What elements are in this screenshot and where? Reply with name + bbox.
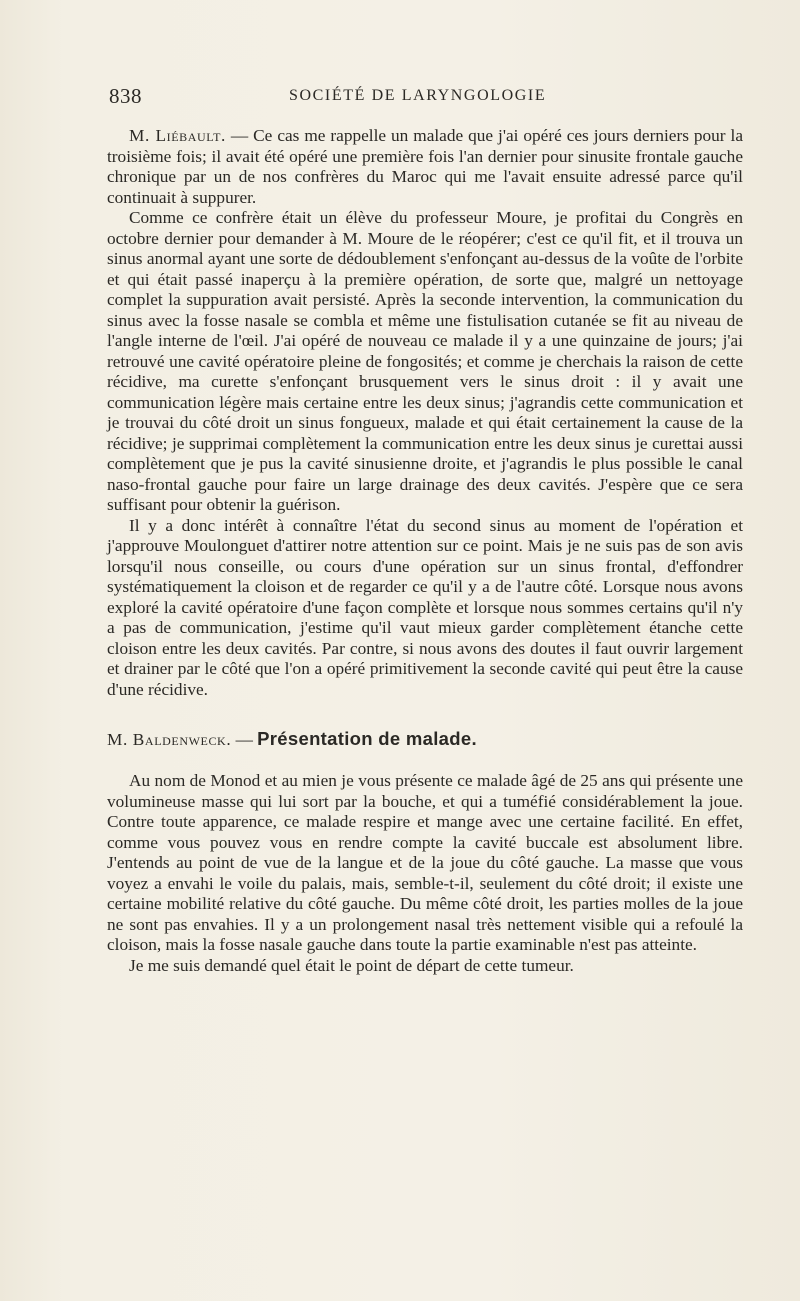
section-heading [107, 728, 743, 751]
paragraph-text: — Ce cas me rappelle un malade que j'ai opéré ces jours derniers pour la troisième fois; il avait été opéré une première fois l'an dernier pour sinusite frontale gauche chronique par un de nos confrères du Maroc qui me l'avait ensuite adressé parce qu'il continuait à suppurer. [107, 126, 743, 207]
speaker-name: M. Baldenweck. [107, 730, 232, 749]
heading-dash: — [231, 730, 258, 749]
paragraph-baldenweck-2: Je me suis demandé quel était le point de départ de cette tumeur. [129, 955, 574, 975]
paragraph-lieabult-3: Il y a donc intérêt à connaître l'état du second sinus au moment de l'opération et j'approuve Moulonguet d'attirer notre attention sur ce point. Mais je ne suis pas de son avis lorsqu'il nous conseille, ou cours d'une opération sur un sinus frontal, d'effondrer systématiquement la cloison et de regarder ce qu'il y a de l'autre côté. Lorsque nous avons exploré la cavité opératoire d'une façon complète et lorsque nous sommes certains qu'il n'y a pas de communication, j'estime qu'il vaut mieux garder complètement étanche cette cloison entre les deux cavités. Par contre, si nous avons des doutes il faut ouvrir largement et drainer par le côté que l'on a opéré primitivement la seconde cavité qui peut être la cause d'une récidive. [107, 515, 743, 699]
paragraph-baldenweck-1: Au nom de Monod et au mien je vous présente ce malade âgé de 25 ans qui présente une volumineuse masse qui lui sort par la bouche, et qui a tuméfié considérablement la joue. Contre toute apparence, ce malade respire et mange avec une certaine facilité. En effet, comme vous pouvez vous en rendre compte la cavité buccale est absolument libre. J'entends au point de vue de la langue et de la joue du côté gauche. La masse que vous voyez a envahi le voile du palais, mais, semble-t-il, seulement du côté droit; il existe une certaine mobilité relative du côté gauche. Du même côté droit, les parties molles de la joue ne sont pas envahies. Il y a un prolongement nasal très nettement visible qui a refoulé la cloison, mais la fosse nasale gauche dans toute la partie examinable n'est pas atteinte. [107, 771, 743, 954]
body-text [107, 126, 743, 976]
section-title: Présentation de malade. [257, 728, 477, 749]
page-number: 838 [109, 84, 142, 108]
page-header [109, 84, 742, 110]
paragraph-lieabult-1 [107, 126, 743, 208]
speaker-name: M. Liébault. [129, 126, 226, 145]
paragraph-lieabult-2: Comme ce confrère était un élève du professeur Moure, je profitai du Congrès en octobre dernier pour demander à M. Moure de le réopérer; c'est ce qu'il fit, et il trouva un sinus anormal ayant une sorte de dédoublement s'enfonçant au-dessus de la voûte de l'orbite et qui était passé inaperçu à la première opération, de sorte que, malgré un nettoyage complet la suppuration avait persisté. Après la seconde intervention, la communication du sinus avec la fosse nasale se combla et même une fistulisation cutanée se fit au niveau de l'angle interne de l'œil. J'ai opéré de nouveau ce malade il y a une quinzaine de jours; j'ai retrouvé une cavité opératoire pleine de fongosités; et comme je cherchais la raison de cette récidive, ma curette s'enfonçant brusquement vers le sinus droit : il y avait une communication légère mais certaine entre les deux sinus; j'agrandis cette communication et je trouvai du côté droit un sinus fongueux, malade et qui était certainement la cause de la récidive; je supprimai complètement la communication entre les deux sinus je curettai aussi complètement que je pus la cavité sinusienne droite, et j'agrandis le plus possible le canal naso-frontal gauche pour faire un large drainage des deux cavités. J'espère que ce sera suffisant pour obtenir la guérison. [107, 208, 743, 514]
running-title: SOCIÉTÉ DE LARYNGOLOGIE [289, 87, 547, 104]
